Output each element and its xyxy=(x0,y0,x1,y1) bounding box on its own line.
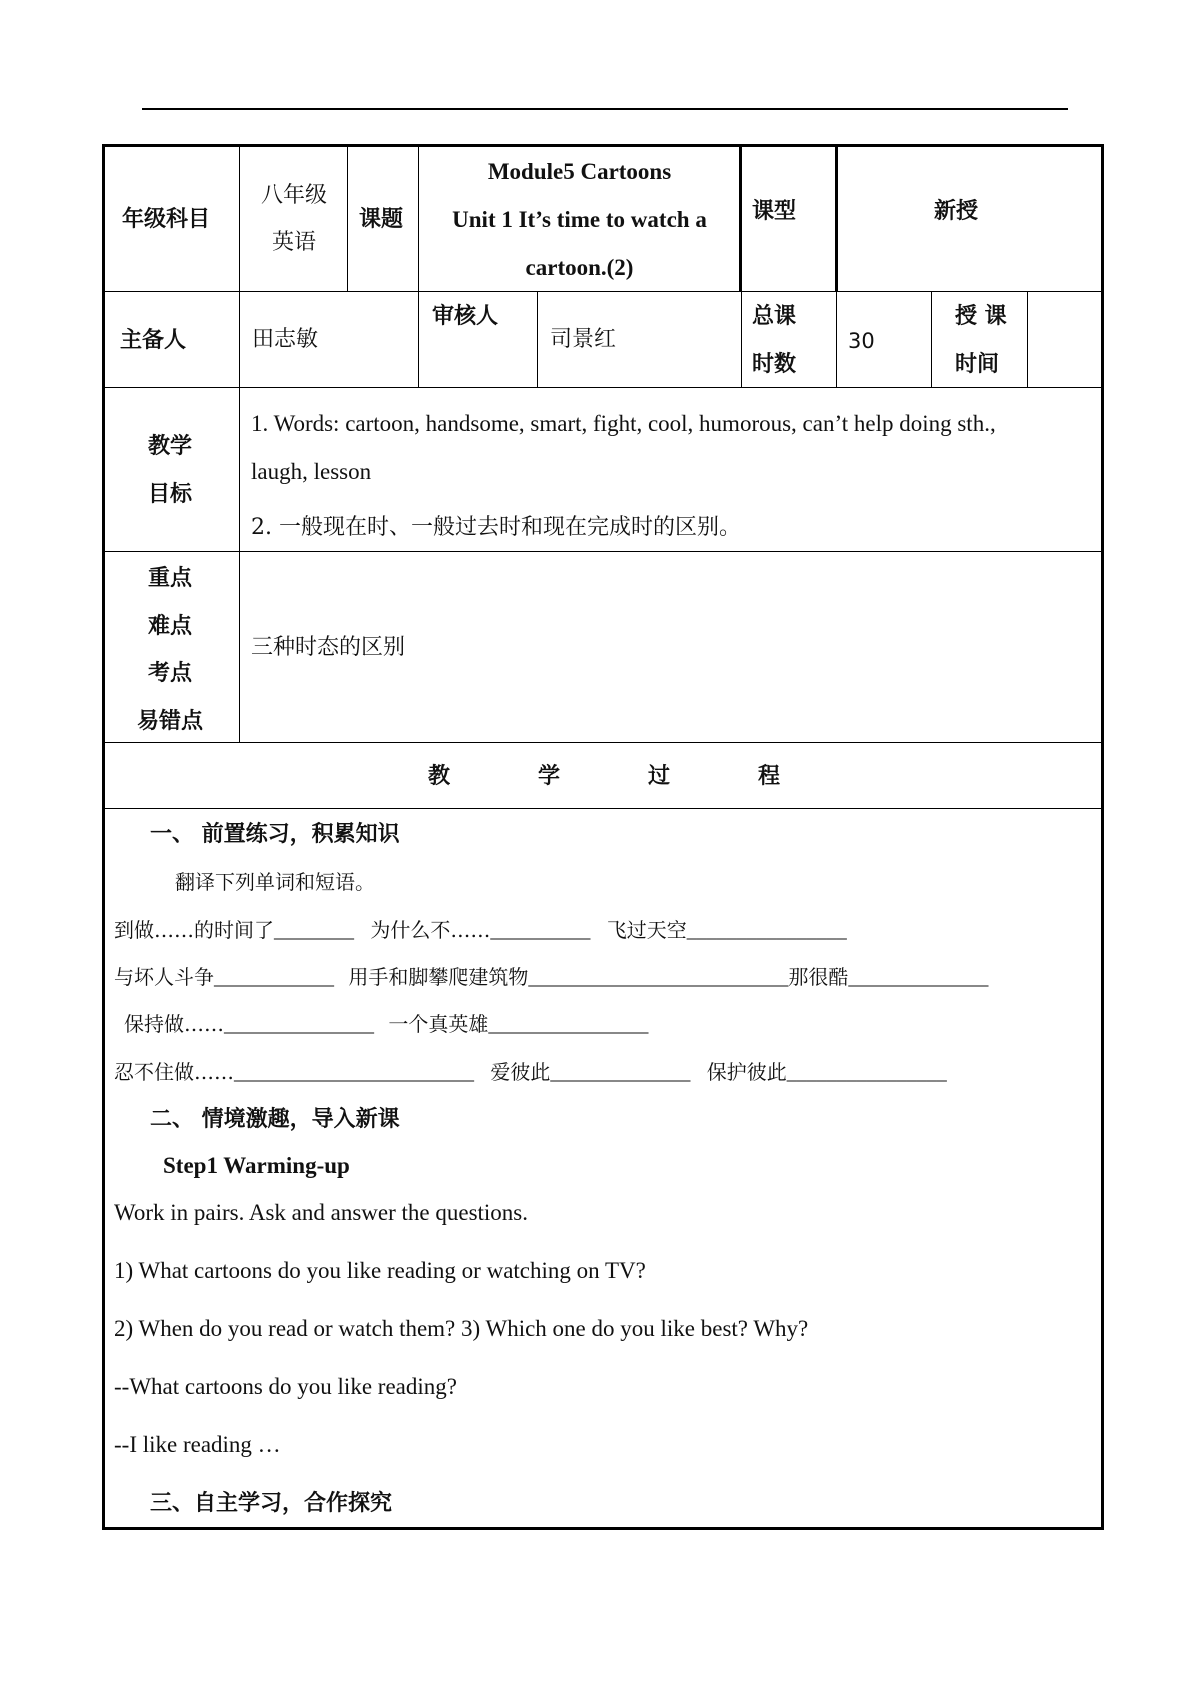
row-divider xyxy=(104,387,1102,388)
exercise-item: 用手和脚攀爬建筑物 xyxy=(348,965,529,989)
error-prone-label: 易错点 xyxy=(137,708,204,734)
objective-item1-line1: 1. Words: cartoon, handsome, smart, fight, cool, humorous, can’t help doing sth., xyxy=(251,411,996,436)
topic-label: 课题 xyxy=(359,206,404,232)
objective-item2: 2. 一般现在时、一般过去时和现在完成时的区别。 xyxy=(251,515,741,540)
lesson-type-value: 新授 xyxy=(933,198,978,224)
section2-title: 二、 情境激趣，导入新课 xyxy=(150,1106,400,1132)
exercise-item: 那很酷 xyxy=(788,965,849,989)
answer-blank[interactable]: ________________ xyxy=(786,1062,947,1084)
topic-line2: Unit 1 It’s time to watch a xyxy=(452,207,707,232)
difficult-points-label: 难点 xyxy=(148,613,193,639)
row-divider xyxy=(104,808,1102,809)
process-header-char: 学 xyxy=(538,763,561,789)
question-1: 1) What cartoons do you like reading or watching on TV? xyxy=(114,1258,646,1283)
reviewer-value: 司景红 xyxy=(550,327,617,352)
teach-time-label-line1: 授 课 xyxy=(955,303,1007,329)
exercise-item: 忍不住做…… xyxy=(114,1060,234,1084)
preparer-value: 田志敏 xyxy=(252,327,319,352)
exercise-item: 到做……的时间了 xyxy=(114,918,274,942)
answer-blank[interactable]: ______________ xyxy=(848,967,989,989)
exercise-line-2 xyxy=(114,963,988,992)
section1-title: 一、 前置练习，积累知识 xyxy=(150,821,400,847)
answer-blank[interactable]: _______________ xyxy=(224,1014,374,1036)
col-divider xyxy=(418,146,419,387)
col-divider xyxy=(239,146,240,742)
answer-blank[interactable]: ____________ xyxy=(214,967,334,989)
objectives-label-line2: 目标 xyxy=(148,481,193,507)
teach-time-label-line2: 时间 xyxy=(955,351,1000,377)
objective-item1-line2: laugh, lesson xyxy=(251,459,372,484)
preparer-label: 主备人 xyxy=(120,327,187,353)
process-header-char: 程 xyxy=(758,763,781,789)
exercise-item: 爱彼此 xyxy=(490,1060,551,1084)
answer-blank[interactable]: ________ xyxy=(274,920,354,942)
step1-heading: Step1 Warming-up xyxy=(163,1153,350,1178)
row-divider xyxy=(104,551,1102,552)
col-divider xyxy=(347,146,348,291)
answer-blank[interactable]: ________________________ xyxy=(234,1062,474,1084)
exercise-line-4 xyxy=(114,1058,947,1087)
key-points-value: 三种时态的区别 xyxy=(251,635,406,660)
row-divider xyxy=(104,291,1102,292)
col-divider xyxy=(836,291,837,387)
exercise-item: 与坏人斗争 xyxy=(114,965,214,989)
exercise-line-1 xyxy=(114,916,847,945)
header-rule xyxy=(142,108,1068,110)
question-2-3: 2) When do you read or watch them? 3) Which one do you like best? Why? xyxy=(114,1316,809,1341)
answer-blank[interactable]: __________________________ xyxy=(528,967,789,989)
exercise-item: 保持做…… xyxy=(124,1012,224,1036)
total-hours-label-line2: 时数 xyxy=(752,351,797,377)
process-header-char: 教 xyxy=(428,763,451,789)
col-divider xyxy=(931,291,932,387)
grade-value-line2: 英语 xyxy=(271,230,316,255)
answer-blank[interactable]: __________ xyxy=(490,920,591,942)
exercise-line-3 xyxy=(124,1010,648,1039)
dialogue-line-2: --I like reading … xyxy=(114,1432,281,1457)
row-divider xyxy=(104,742,1102,743)
answer-blank[interactable]: ________________ xyxy=(488,1014,649,1036)
exercise-item: 一个真英雄 xyxy=(388,1012,489,1036)
exercise-item: 为什么不…… xyxy=(370,918,491,942)
dialogue-line-1: --What cartoons do you like reading? xyxy=(114,1374,457,1399)
grade-value-line1: 八年级 xyxy=(260,183,327,208)
answer-blank[interactable]: ______________ xyxy=(550,1062,691,1084)
grade-subject-label: 年级科目 xyxy=(122,206,211,232)
section3-title: 三、自主学习，合作探究 xyxy=(150,1490,393,1516)
col-divider xyxy=(537,291,538,387)
total-hours-label-line1: 总课 xyxy=(752,303,797,329)
exam-points-label: 考点 xyxy=(148,660,193,686)
topic-line1: Module5 Cartoons xyxy=(487,159,672,184)
answer-blank[interactable]: ________________ xyxy=(686,920,847,942)
process-header-char: 过 xyxy=(648,763,671,789)
instruction: 翻译下列单词和短语。 xyxy=(175,870,375,894)
col-divider xyxy=(739,146,742,291)
pair-work-instruction: Work in pairs. Ask and answer the questions. xyxy=(114,1200,528,1225)
exercise-item: 保护彼此 xyxy=(706,1060,787,1084)
topic-line3: cartoon.(2) xyxy=(525,255,634,280)
col-divider xyxy=(1027,291,1028,387)
exercise-item: 飞过天空 xyxy=(606,918,687,942)
lesson-type-label: 课型 xyxy=(752,198,797,224)
reviewer-label: 审核人 xyxy=(432,303,499,329)
col-divider xyxy=(741,291,742,387)
total-hours-value: 30 xyxy=(848,329,875,353)
key-points-label: 重点 xyxy=(148,565,193,591)
objectives-label-line1: 教学 xyxy=(148,433,193,459)
